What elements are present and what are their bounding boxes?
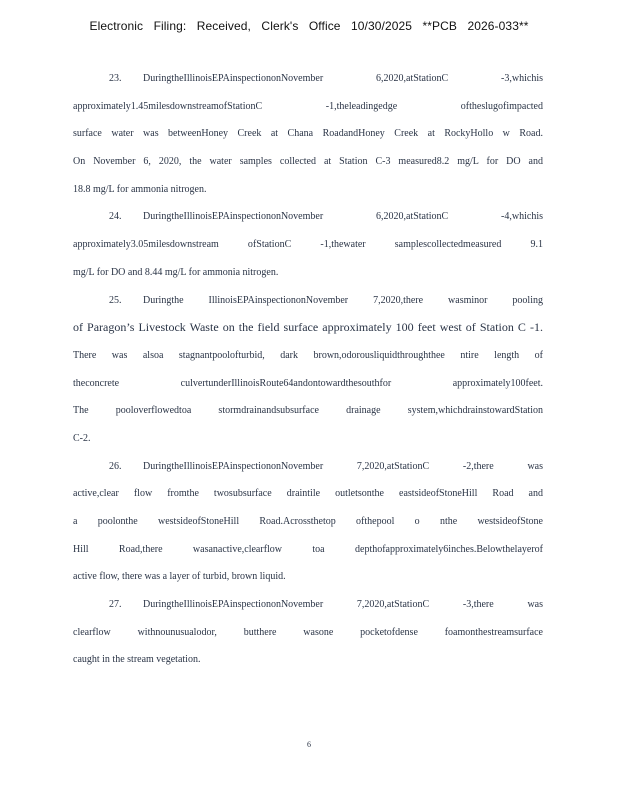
page-number: 6	[307, 740, 311, 749]
paragraph-text: DuringtheIllinoisEPAinspectiononNovember 6,2020,atStationC -3,whichis	[143, 73, 543, 84]
paragraph-24-line-2: approximately3.05milesdownstream ofStationC -1,thewater samplescollectedmeasured 9.1	[73, 239, 543, 251]
paragraph-23-line-5: 18.8 mg/L for ammonia nitrogen.	[73, 183, 207, 195]
paragraph-24-line-1	[73, 210, 543, 238]
paragraph-text: DuringtheIllinoisEPAinspectiononNovember 7,2020,atStationC -3,there was	[143, 599, 543, 611]
paragraph-25-line-3: There was alsoa stagnantpoolofturbid, dark brown,odorousliquidthroughthee ntire length of	[73, 349, 543, 361]
paragraph-25-line-6: C-2.	[73, 432, 91, 444]
filing-stamp-header: Electronic Filing: Received, Clerk's Office 10/30/2025 **PCB 2026-033**	[89, 19, 529, 33]
paragraph-text: Duringthe IllinoisEPAinspectiononNovember 7,2020,there wasminor pooling	[143, 294, 543, 306]
paragraph-27-line-1	[73, 598, 543, 626]
paragraph-23-line-2: approximately1.45milesdownstreamofStationC -1,theleadingedge oftheslugofimpacted	[73, 100, 543, 112]
paragraph-25-line-2: of Paragon’s Livestock Waste on the field surface approximately 100 feet west of Station C -1.	[73, 321, 543, 335]
document-body	[73, 72, 543, 681]
paragraph-27-line-2: clearflow withnounusualodor, butthere wasone pocketofdense foamonthestreamsurface	[73, 626, 543, 638]
paragraph-25-line-5: The pooloverflowedtoa stormdrainandsubsurface drainage system,whichdrainstowardStation	[73, 405, 543, 417]
paragraph-27-line-3: caught in the stream vegetation.	[73, 654, 201, 666]
paragraph-23-line-1	[73, 72, 543, 100]
paragraph-number: 23.	[109, 73, 122, 84]
paragraph-25-line-4: theconcrete culvertunderIllinoisRoute64andontowardthesouthfor approximately100feet.	[73, 377, 543, 389]
paragraph-text: DuringtheIllinoisEPAinspectiononNovember 6,2020,atStationC -4,whichis	[143, 211, 543, 223]
paragraph-text: DuringtheIllinoisEPAinspectiononNovember 7,2020,atStationC -2,there was	[143, 460, 543, 472]
paragraph-number: 27.	[109, 599, 122, 611]
paragraph-25-line-1	[73, 294, 543, 322]
paragraph-26-line-2: active,clear flow fromthe twosubsurface draintile outletsonthe eastsideofStoneHill Road and	[73, 488, 543, 500]
paragraph-26-line-4: Hill Road,there wasanactive,clearflow toa depthofapproximately6inches.Belowthelayerof	[73, 543, 543, 555]
paragraph-26-line-1	[73, 460, 543, 488]
paragraph-24-line-3: mg/L for DO and 8.44 mg/L for ammonia nitrogen.	[73, 266, 279, 278]
paragraph-26-line-5: active flow, there was a layer of turbid, brown liquid.	[73, 571, 286, 583]
paragraph-26-line-3: a poolonthe westsideofStoneHill Road.Acrossthetop ofthepool o nthe westsideofStone	[73, 516, 543, 527]
paragraph-23-line-4: On November 6, 2020, the water samples collected at Station C-3 measured8.2 mg/L for DO and	[73, 156, 543, 168]
paragraph-number: 26.	[109, 460, 122, 472]
paragraph-23-line-3: surface water was betweenHoney Creek at Chana RoadandHoney Creek at RockyHollo w Road.	[73, 128, 543, 140]
paragraph-number: 24.	[109, 211, 122, 223]
paragraph-number: 25.	[109, 294, 122, 306]
